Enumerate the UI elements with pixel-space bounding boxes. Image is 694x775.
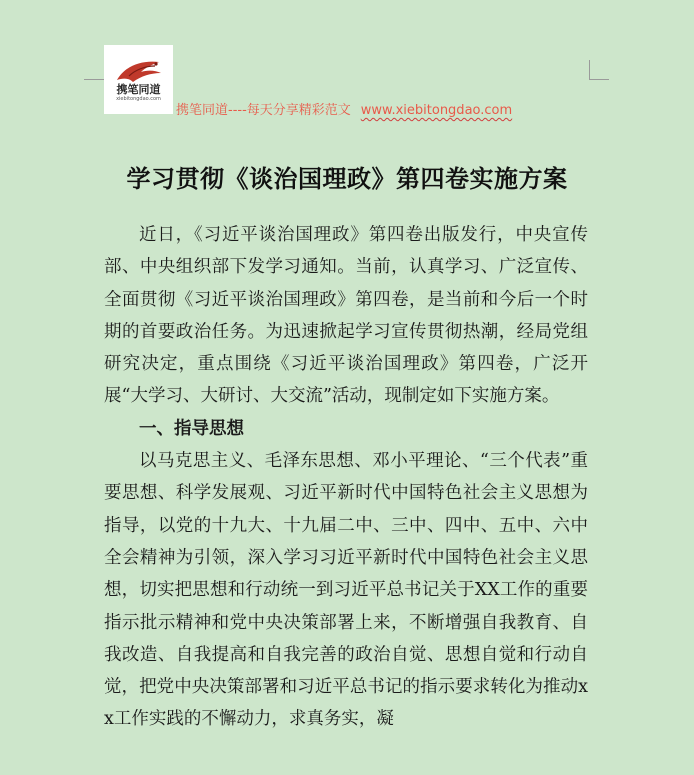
site-header-banner <box>176 103 512 119</box>
section-paragraph: 以马克思主义、毛泽东思想、邓小平理论、“三个代表”重要思想、科学发展观、习近平新时代中国特色社会主义思想为指导，以党的十九大、十九届二中、三中、四中、五中、六中全会精神为引领，深入学习习近平新时代中国特色社会主义思想，切实把思想和行动统一到习近平总书记关于XX工作的重要指示批示精神和党中央决策部署上来，不断增强自我教育、自我改造、自我提高和自我完善的政治自觉、思想自觉和行动自觉，把党中央决策部署和习近平总书记的指示要求转化为推动xx工作实践的不懈动力，求真务实，凝 <box>104 451 588 730</box>
section-heading: 一、指导思想 <box>139 418 244 439</box>
crop-mark-top-right-horizontal <box>589 79 609 80</box>
logo-domain: xiebitongdao.com <box>116 96 161 102</box>
site-url-link[interactable]: www.xiebitongdao.com <box>360 103 513 118</box>
document-body <box>104 219 588 736</box>
crop-mark-top-right-vertical <box>589 60 590 80</box>
document-title: 学习贯彻《谈治国理政》第四卷实施方案 <box>126 164 568 193</box>
logo-name: 携笔同道 <box>116 83 161 96</box>
logo-brush-icon <box>111 56 167 86</box>
crop-mark-top-left-horizontal <box>84 79 104 80</box>
intro-paragraph: 近日，《习近平谈治国理政》第四卷出版发行，中央宣传部、中央组织部下发学习通知。当前，认真学习、广泛宣传、全面贯彻《习近平谈治国理政》第四卷，是当前和今后一个时期的首要政治任务。为迅速掀起学习宣传贯彻热潮，经局党组研究决定，重点围绕《习近平谈治国理政》第四卷，广泛开展“大学习、大研讨、大交流”活动，现制定如下实施方案。 <box>104 225 588 407</box>
site-slogan: 携笔同道----每天分享精彩范文 <box>176 103 351 118</box>
site-logo <box>104 45 173 114</box>
